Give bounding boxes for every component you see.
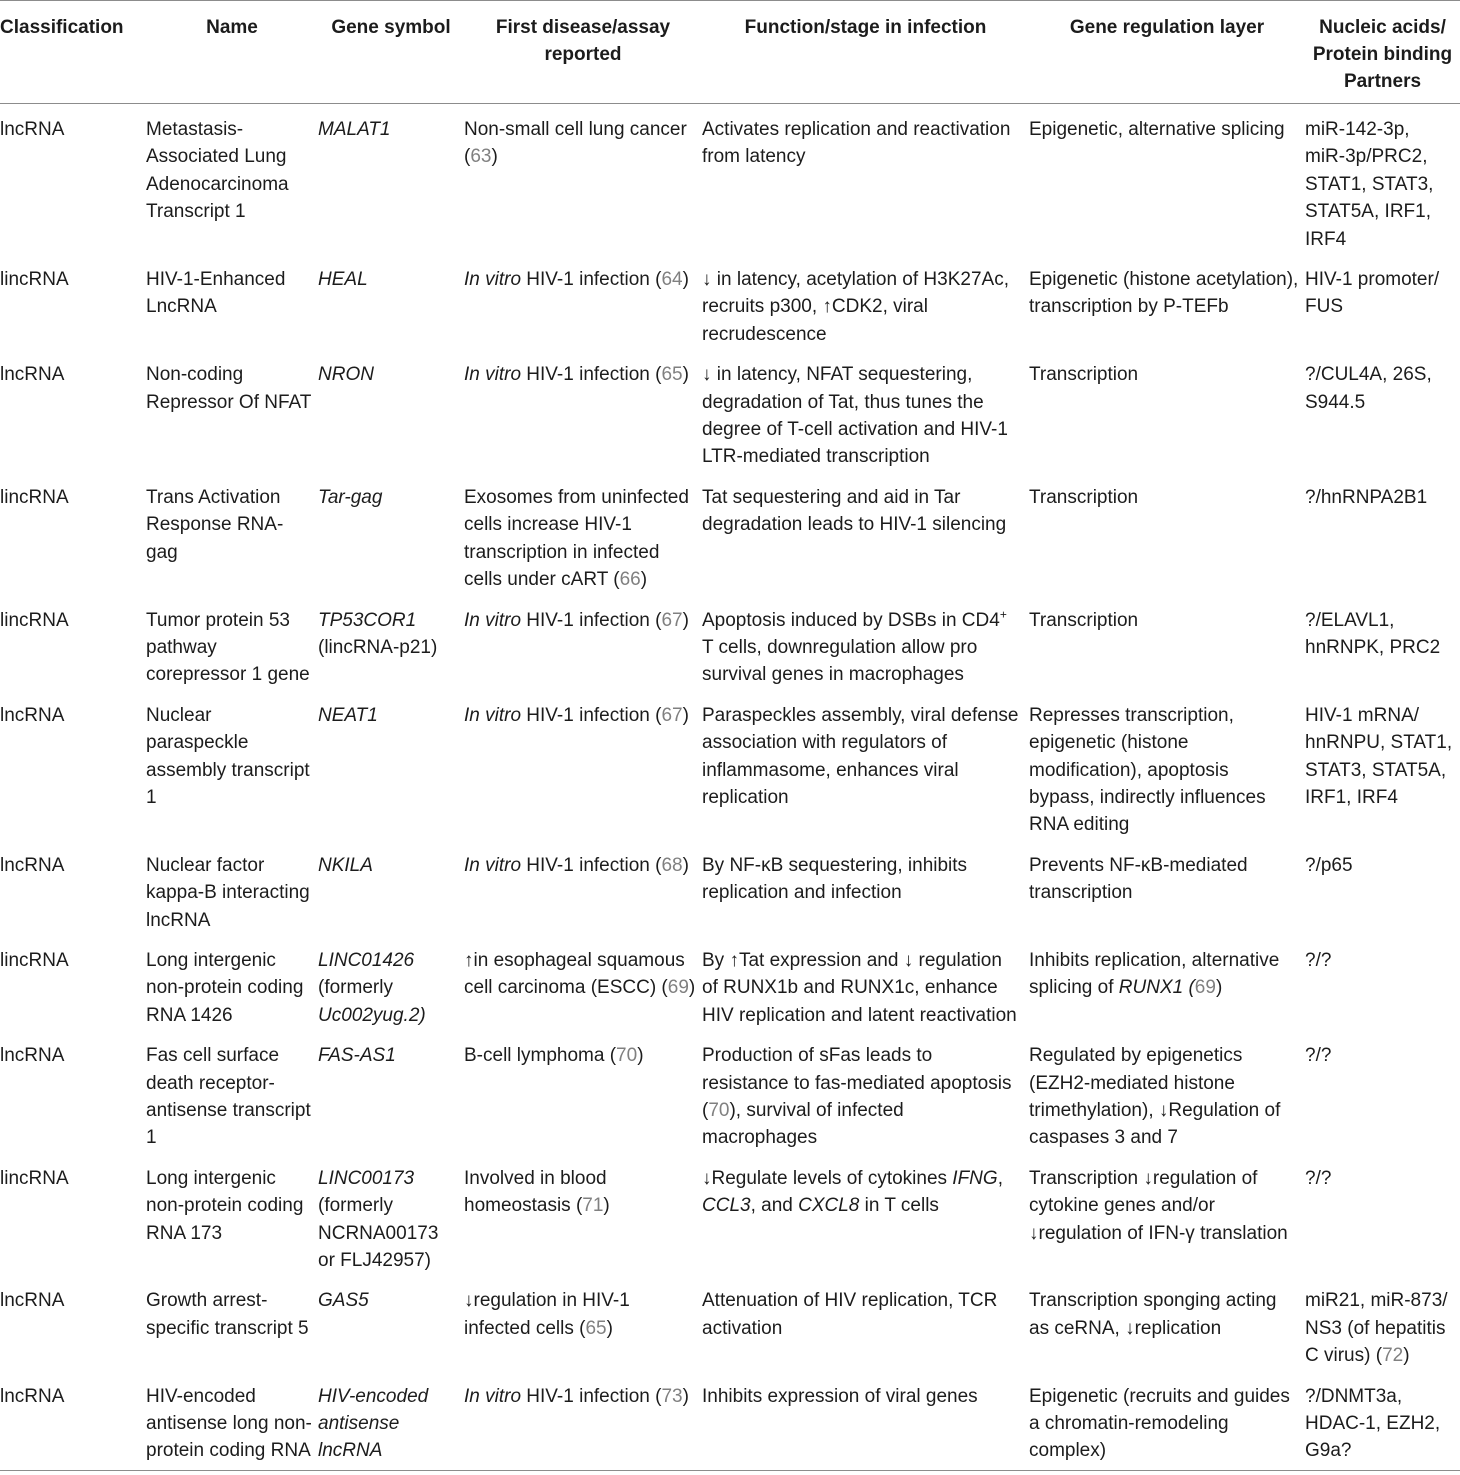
- cell-disease: Non-small cell lung cancer (63): [464, 119, 687, 168]
- cell-function: ↓ in latency, NFAT sequestering, degradation of Tat, thus tunes the degree of T-cell activation and HIV-1 LTR-mediated transcription: [702, 364, 1008, 468]
- cell-name: Long intergenic non-protein coding RNA 1426: [146, 949, 304, 1026]
- reference-link[interactable]: 65: [585, 1317, 607, 1339]
- cell-classification: lincRNA: [0, 486, 69, 508]
- cell-classification: lncRNA: [0, 1290, 65, 1312]
- cell-name: Nuclear factor kappa-B interacting lncRNA: [146, 854, 310, 931]
- cell-function: Inhibits expression of viral genes: [702, 1370, 1029, 1471]
- table-row: [0, 104, 1460, 254]
- cell-name: HIV-1-Enhanced LncRNA: [146, 269, 286, 318]
- cell-regulation: Epigenetic (histone acetylation), transcription by P-TEFb: [1029, 269, 1299, 318]
- cell-regulation: Transcription: [1029, 609, 1139, 631]
- cell-name: Growth arrest-specific transcript 5: [146, 1290, 309, 1339]
- cell-partners: miR-142-3p, miR-3p/PRC2, STAT1, STAT3, STAT5A, IRF1, IRF4: [1305, 119, 1434, 250]
- table-row: [0, 1029, 1460, 1152]
- reference-link[interactable]: 64: [661, 269, 683, 291]
- cell-disease: Involved in blood homeostasis (71): [464, 1167, 610, 1217]
- cell-function: Apoptosis induced by DSBs in CD4+ T cells, downregulation allow pro survival genes in macrophages: [702, 607, 1007, 686]
- cell-regulation: Transcription: [1029, 364, 1139, 386]
- cell-gene: LINC01426 (formerly Uc002yug.2): [318, 949, 426, 1026]
- cell-function: Production of sFas leads to resistance to fas-mediated apoptosis (70), survival of infected macrophages: [702, 1045, 1012, 1149]
- cell-partners: ?/ELAVL1, hnRNPK, PRC2: [1305, 609, 1441, 658]
- cell-function: ↓Regulate levels of cytokines IFNG, CCL3, and CXCL8 in T cells: [702, 1167, 1003, 1217]
- cell-classification: lincRNA: [0, 269, 69, 291]
- cell-function: Activates replication and reactivation from latency: [702, 119, 1011, 168]
- cell-name: Tumor protein 53 pathway corepressor 1 gene: [146, 609, 310, 686]
- table-row: [0, 348, 1460, 471]
- table-row: [0, 1370, 1460, 1471]
- cell-function: Tat sequestering and aid in Tar degradation leads to HIV-1 silencing: [702, 486, 1007, 536]
- header-gene-symbol: Gene symbol: [318, 1, 464, 104]
- cell-partners: ?/?: [1305, 1045, 1332, 1067]
- cell-disease: In vitro HIV-1 infection (68): [464, 854, 689, 876]
- cell-name: Fas cell surface death receptor-antisense transcript 1: [146, 1045, 311, 1149]
- cell-gene: HEAL: [318, 269, 368, 291]
- cell-gene: NEAT1: [318, 704, 378, 726]
- reference-link[interactable]: 65: [661, 364, 683, 386]
- cell-regulation: Transcription: [1029, 486, 1139, 508]
- cell-classification: lncRNA: [0, 1045, 65, 1067]
- cell-disease: In vitro HIV-1 infection (73): [464, 1370, 702, 1471]
- cell-partners: HIV-1 promoter/ FUS: [1305, 269, 1440, 318]
- header-classification: Classification: [0, 1, 146, 104]
- cell-name: Trans Activation Response RNA-gag: [146, 486, 284, 563]
- cell-disease: ↑in esophageal squamous cell carcinoma (ESCC) (69): [464, 949, 696, 999]
- cell-classification: lncRNA: [0, 1370, 146, 1471]
- cell-function: Attenuation of HIV replication, TCR activation: [702, 1290, 998, 1339]
- cell-name: Metastasis-Associated Lung Adenocarcinoma Transcript 1: [146, 119, 289, 223]
- table-row: [0, 839, 1460, 934]
- cell-disease: B-cell lymphoma (70): [464, 1045, 644, 1067]
- cell-regulation: Epigenetic, alternative splicing: [1029, 119, 1285, 140]
- cell-regulation: Represses transcription, epigenetic (histone modification), apoptosis bypass, indirectly influences RNA editing: [1029, 704, 1266, 836]
- cell-gene: NRON: [318, 364, 374, 386]
- cell-partners: ?/CUL4A, 26S, S944.5: [1305, 364, 1432, 413]
- reference-link[interactable]: 63: [470, 146, 492, 168]
- cell-classification: lncRNA: [0, 364, 65, 386]
- reference-link[interactable]: 70: [616, 1045, 638, 1067]
- cell-disease: ↓regulation in HIV-1 infected cells (65): [464, 1290, 630, 1339]
- cell-disease: In vitro HIV-1 infection (64): [464, 269, 689, 291]
- cell-gene: GAS5: [318, 1290, 369, 1312]
- reference-link[interactable]: 68: [661, 854, 683, 876]
- table-row: [0, 1274, 1460, 1369]
- cell-disease: In vitro HIV-1 infection (65): [464, 364, 689, 386]
- header-regulation: Gene regulation layer: [1029, 1, 1305, 104]
- reference-link[interactable]: 69: [1194, 977, 1216, 999]
- table-row: [0, 253, 1460, 348]
- cell-gene: TP53COR1 (lincRNA-p21): [318, 609, 438, 658]
- cell-name: Long intergenic non-protein coding RNA 173: [146, 1167, 304, 1244]
- cell-function: Paraspeckles assembly, viral defense association with regulators of inflammasome, enhances viral replication: [702, 704, 1019, 808]
- cell-classification: lincRNA: [0, 949, 69, 971]
- cell-gene: NKILA: [318, 854, 373, 876]
- cell-name: Non-coding Repressor Of NFAT: [146, 364, 312, 413]
- header-name: Name: [146, 1, 318, 104]
- cell-regulation: Epigenetic (recruits and guides a chromatin-remodeling complex): [1029, 1370, 1305, 1471]
- cell-partners: ?/p65: [1305, 854, 1353, 876]
- header-function: Function/stage in infection: [702, 1, 1029, 104]
- cell-name: Nuclear paraspeckle assembly transcript 1: [146, 704, 310, 808]
- header-first-disease: First disease/assay reported: [464, 1, 702, 104]
- cell-regulation: Prevents NF-κB-mediated transcription: [1029, 854, 1248, 904]
- cell-partners: miR21, miR-873/ NS3 (of hepatitis C virus) (72): [1305, 1290, 1448, 1367]
- cell-partners: ?/?: [1305, 949, 1332, 971]
- cell-partners: ?/?: [1305, 1167, 1332, 1189]
- cell-regulation: Inhibits replication, alternative splicing of RUNX1 (69): [1029, 949, 1280, 999]
- cell-classification: lincRNA: [0, 1167, 69, 1189]
- reference-link[interactable]: 73: [661, 1385, 683, 1407]
- cell-regulation: Regulated by epigenetics (EZH2-mediated histone trimethylation), ↓Regulation of caspases 3 and 7: [1029, 1045, 1281, 1149]
- cell-classification: lncRNA: [0, 704, 65, 726]
- table-row: [0, 1152, 1460, 1275]
- cell-classification: lincRNA: [0, 609, 69, 631]
- cell-gene: HIV-encoded antisense lncRNA: [318, 1370, 464, 1471]
- cell-function: ↓ in latency, acetylation of H3K27Ac, recruits p300, ↑CDK2, viral recrudescence: [702, 269, 1009, 345]
- cell-partners: HIV-1 mRNA/ hnRNPU, STAT1, STAT3, STAT5A, IRF1, IRF4: [1305, 704, 1453, 808]
- cell-disease: Exosomes from uninfected cells increase HIV-1 transcription in infected cells under cART (66): [464, 486, 689, 591]
- cell-classification: lncRNA: [0, 119, 65, 140]
- cell-classification: lncRNA: [0, 854, 65, 876]
- reference-link[interactable]: 71: [582, 1195, 604, 1217]
- cell-gene: MALAT1: [318, 119, 391, 140]
- cell-partners: ?/hnRNPA2B1: [1305, 486, 1428, 508]
- header-row: [0, 1, 1460, 104]
- reference-link[interactable]: 72: [1382, 1345, 1404, 1367]
- reference-link[interactable]: 67: [661, 609, 683, 631]
- header-partners: Nucleic acids/ Protein binding Partners: [1305, 1, 1460, 104]
- cell-regulation: Transcription ↓regulation of cytokine genes and/or ↓regulation of IFN-γ translation: [1029, 1167, 1288, 1244]
- table-row: [0, 594, 1460, 689]
- cell-gene: Tar-gag: [318, 486, 383, 508]
- reference-link[interactable]: 69: [667, 977, 689, 999]
- cell-gene: FAS-AS1: [318, 1045, 396, 1067]
- cell-function: By ↑Tat expression and ↓ regulation of RUNX1b and RUNX1c, enhance HIV replication and latent reactivation: [702, 949, 1017, 1026]
- cell-gene: LINC00173 (formerly NCRNA00173 or FLJ42957): [318, 1167, 439, 1272]
- reference-link[interactable]: 67: [661, 704, 683, 726]
- reference-link[interactable]: 66: [619, 569, 641, 591]
- cell-function: By NF-κB sequestering, inhibits replication and infection: [702, 854, 968, 904]
- cell-disease: In vitro HIV-1 infection (67): [464, 609, 689, 631]
- table-row: [0, 471, 1460, 594]
- table-row: [0, 689, 1460, 839]
- reference-link[interactable]: 70: [708, 1100, 730, 1121]
- cell-partners: ?/DNMT3a, HDAC-1, EZH2, G9a?: [1305, 1370, 1460, 1471]
- cell-disease: In vitro HIV-1 infection (67): [464, 704, 689, 726]
- table-row: [0, 934, 1460, 1029]
- cell-regulation: Transcription sponging acting as ceRNA, ↓replication: [1029, 1290, 1277, 1339]
- cell-name: HIV-encoded antisense long non-protein coding RNA: [146, 1370, 318, 1471]
